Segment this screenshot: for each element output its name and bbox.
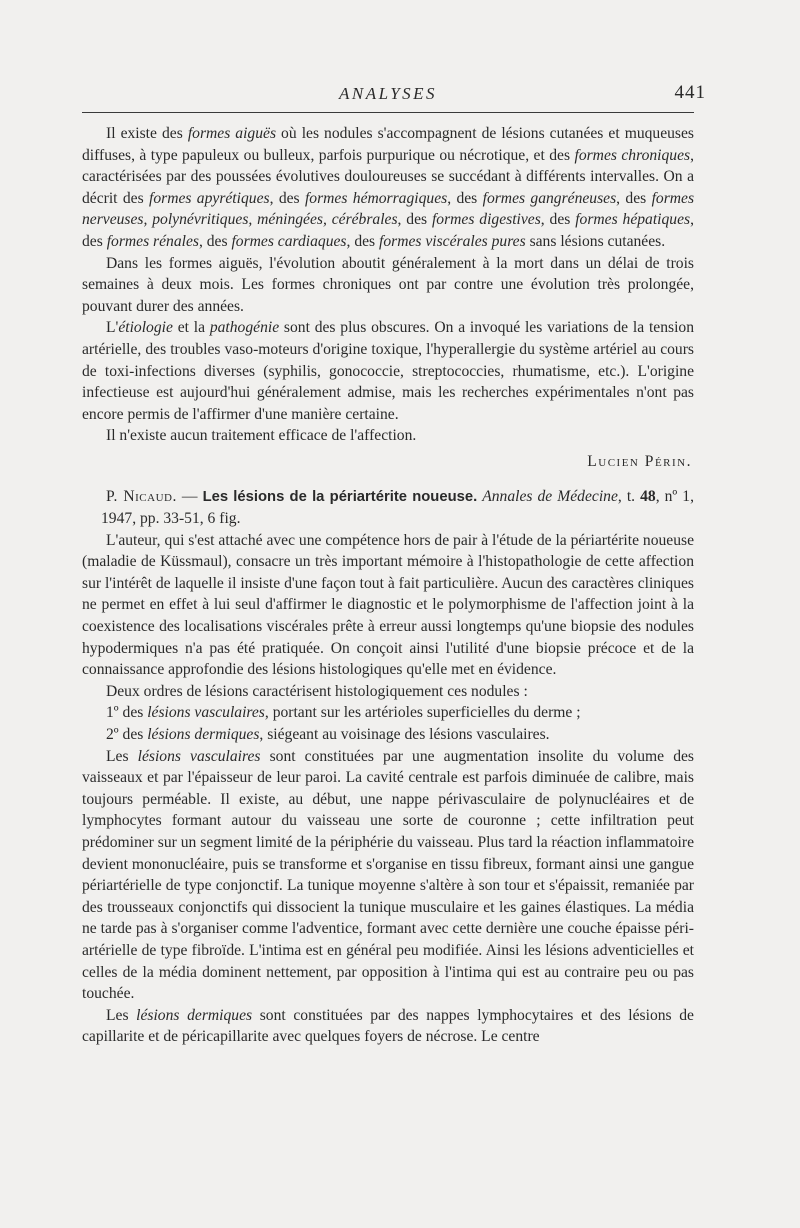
running-title: ANALYSES [338,84,438,103]
emphasis: lésions dermiques [136,1006,253,1024]
text-run: sont des plus obscures. On a invoqué les variations de la tension artérielle, des troubles vaso-moteurs d'origine toxique, l'hyperallergie du système artériel au cours de toxi-infections diverses (syphilis, gonococcie, streptococcies, rhumatisme, etc.). L'origine infectieuse est aujourd'hui généralement admise, mais les recherches expérimentales n'ont pas encore permis de l'affirmer d'une manière certaine. [82,319,694,423]
article-reference [82,486,694,530]
text-run: , des [269,189,305,207]
reference-title: Les lésions de la périartérite noueuse. [202,488,478,505]
emphasis: formes digestives [431,211,541,229]
reference-vol-prefix: , t. [617,487,641,505]
text-run: sont constituées par des nappes lymphocytaires et des lésions de capillarite et de péricapillarite avec quelques foyers de nécrose. Le centre [82,1006,694,1046]
text-run: , des [447,189,483,207]
text-run: Les [106,1006,137,1024]
emphasis: lésions vasculaires [137,747,261,765]
emphasis: formes apyrétiques [149,189,270,207]
text-run: L' [106,319,119,337]
emphasis: formes hémorragiques [304,189,448,207]
emphasis: formes aiguës [187,125,277,142]
emphasis: formes cardiaques [231,232,347,250]
paragraph-review-intro: L'auteur, qui s'est attaché avec une compétence hors de pair à l'étude de la périartérite noueuse (maladie de Küssmaul), consacre un très important mémoire à l'histopathologie de cette affection sur l'intérêt de laquelle il insiste d'une façon tout à fait particulière. Aucun des caractères cliniques ne permet en effet à lui seul d'affirmer le diagnostic et le polymorphisme de l'affection joint à la coexistence des localisations viscérales prête à erreur aussi longtemps qu'une biopsie des nodules hypodermiques n'a pas été pratiquée. On conçoit ainsi l'utilité d'une biopsie précoce et de la connaissance approfondie des lésions histologiques qu'elle met en évidence. [82,531,694,679]
text-run: Les [106,747,138,765]
reference-volume: 48 [640,487,656,505]
text-run: , des [198,232,232,250]
text-run: Il existe des [106,125,188,142]
emphasis: étiologie [118,319,173,337]
emphasis: formes gangréneuses [482,189,617,207]
emphasis: pathogénie [209,319,280,337]
text-run: sont constituées par une augmentation insolite du volume des vaisseaux et par l'épaisseur de leur paroi. La cavité centrale est parfois diminuée de calibre, mais toujours perméable. Il existe, au début, une nappe périvasculaire de polynucléaires et de lymphocytes formant autour du vaisseau une sorte de couronne ; cette infiltration peut prédominer sur un segment limité de la périphérie du vaisseau. Plus tard la réaction inflammatoire devient mononucléaire, puis se transforme et s'organise en tissu fibreux, formant ainsi une gangue périartérielle de type conjonctif. La tunique moyenne s'altère à son tour et s'épaissit, remaniée par des trousseaux conjonctifs qui dissocient la tunique musculaire et les gaines élastiques. La média ne tarde pas à s'organiser comme l'adventice, formant avec cette dernière une couche épaisse péri-artérielle de type fibroïde. L'intima est en général peu modifiée. Ainsi les lésions adventicielles et celles de la média dominent nettement, par opposition à l'intima qui est au contraire peu ou pas touchée. [82,747,694,1003]
paragraph-etiology [82,317,694,425]
paragraph-dermal-lesions [82,1005,694,1048]
text-run: où les nodules s'accompagnent de lésions cutanées et muqueuses diffuses, à type papuleux ou bulleux, parfois purpurique ou nécrotique, et des [82,125,694,164]
paragraph-two-orders: Deux ordres de lésions caractérisent histologiquement ces nodules : [106,682,528,700]
emphasis: formes nerveuses, polynévritiques, méningées, cérébrales [82,189,695,229]
text-run: sans lésions cutanées. [525,232,666,250]
emphasis: lésions dermiques [147,726,260,744]
paragraph-treatment: Il n'existe aucun traitement efficace de l'affection. [106,427,417,445]
text-run: , des [540,211,576,229]
running-head [82,82,706,110]
emphasis: formes rénales [106,232,199,250]
page-number: 441 [674,82,706,103]
text-run: , des [346,232,379,250]
emphasis: formes viscérales pures [379,232,526,250]
list-item-vascular [82,702,694,724]
list-item-dermal [82,724,694,746]
emphasis: formes chroniques [574,146,691,164]
header-rule [82,112,694,113]
paragraph-evolution: Dans les formes aiguës, l'évolution aboutit généralement à la mort dans un délai de trois semaines à deux mois. Les formes chroniques ont par contre une évolution très prolongée, pouvant durer des années. [82,254,694,315]
text-run: , des [82,211,694,250]
emphasis: formes hépatiques [575,211,691,229]
text-run: , siégeant au voisinage des lésions vasculaires. [259,726,550,744]
text-run: , caractérisées par des poussées évolutives douloureuses se succédant à différents intervalles. On a décrit des [82,146,694,207]
reference-dash: — [176,487,203,505]
reference-details: , nº 1, 1947, pp. 33-51, 6 fig. [101,487,694,528]
text-run: et la [172,319,210,337]
paragraph-vascular-lesions [82,746,694,1005]
text-run: , des [616,189,652,207]
list-number: 1º des [106,704,148,722]
list-number: 2º des [106,726,148,744]
reference-author [106,488,177,505]
paragraph-forms [82,123,694,253]
body-text [82,123,694,1048]
text-run: , portant sur les artérioles superficielles du derme ; [264,704,581,722]
reference-journal: Annales de Médecine [482,487,618,505]
emphasis: lésions vasculaires [147,704,265,722]
author-signature: Lucien Périn. [587,452,692,470]
author-name: P. Nicaud. [106,487,177,505]
text-run: , des [397,211,432,229]
